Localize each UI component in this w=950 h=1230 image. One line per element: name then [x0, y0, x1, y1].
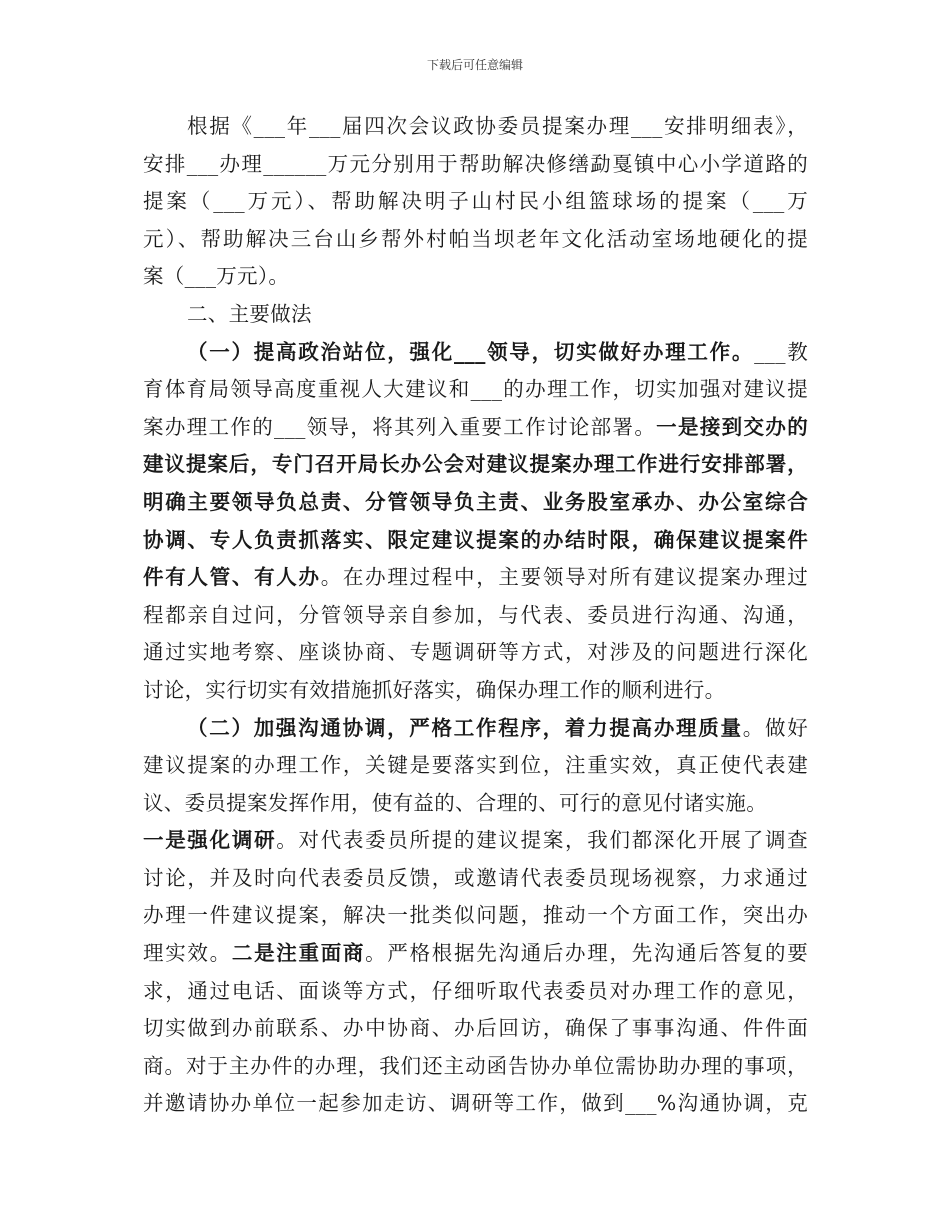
bold-text-segment: 一是强化调研 [143, 828, 277, 853]
text-segment: 求，通过电话、面谈等方式，仔细听取代表委员对办理工作的意见， [143, 978, 808, 1003]
text-line [143, 785, 808, 823]
text-line [143, 672, 808, 710]
text-line [143, 935, 808, 973]
text-segment: 讨论，并及时向代表委员反馈，或邀请代表委员现场视察，力求通过 [143, 865, 808, 890]
text-line [143, 559, 808, 597]
text-segment: 。对代表委员所提的建议提案，我们都深化开展了调查 [276, 828, 808, 853]
text-line [143, 371, 808, 409]
text-segment: 。严格根据先沟通后办理，先沟通后答复的要 [365, 941, 808, 966]
text-segment: 办理一件建议提案，解决一批类似问题，推动一个方面工作，突出办 [143, 903, 808, 928]
text-segment: 切实做到办前联系、办中协商、办后回访，确保了事事沟通、件件面 [143, 1016, 808, 1041]
text-segment: 理实效。 [143, 941, 232, 966]
text-line [143, 334, 808, 372]
text-line [143, 108, 808, 146]
text-line [143, 484, 808, 522]
text-segment: 。做好 [742, 715, 808, 740]
text-line [143, 973, 808, 1011]
text-line [143, 747, 808, 785]
text-line [143, 634, 808, 672]
text-line [143, 1085, 808, 1123]
text-segment: 议、委员提案发挥作用，使有益的、合理的、可行的意见付诸实施。 [143, 790, 767, 815]
bold-text-segment: 明确主要领导负总责、分管领导负主责、业务股室承办、办公室综合 [143, 489, 808, 514]
text-line [143, 822, 808, 860]
document-body [143, 108, 808, 1123]
text-segment: 育体育局领导高度重视人大建议和___的办理工作，切实加强对建议提 [143, 377, 808, 402]
text-line [143, 860, 808, 898]
text-line [143, 522, 808, 560]
bold-text-segment: 一是接到交办的 [656, 414, 808, 439]
text-segment: 案（___万元）。 [143, 264, 290, 289]
text-line [143, 221, 808, 259]
text-line [143, 1048, 808, 1086]
text-line [143, 446, 808, 484]
text-line [143, 296, 808, 334]
text-line [143, 597, 808, 635]
text-segment: 商。对于主办件的办理，我们还主动函告协办单位需协助办理的事项， [143, 1053, 808, 1078]
text-line [143, 1010, 808, 1048]
text-segment: 并邀请协办单位一起参加走访、调研等工作，做到___%沟通协调，克 [143, 1091, 808, 1116]
bold-text-segment: （二）加强沟通协调，严格工作程序，着力提高办理质量 [187, 715, 743, 740]
text-segment: 提案（___万元）、帮助解决明子山村民小组篮球场的提案（___万 [143, 189, 808, 214]
page-header: 下载后可任意编辑 [426, 58, 523, 72]
text-segment: 元）、帮助解决三台山乡帮外村帕当坝老年文化活动室场地硬化的提 [143, 226, 808, 251]
text-segment: 二、主要做法 [187, 301, 312, 326]
text-segment: ___教 [754, 339, 808, 364]
bold-text-segment: （一）提高政治站位，强化___领导，切实做好办理工作。 [187, 339, 755, 364]
text-segment: 通过实地考察、座谈协商、专题调研等方式，对涉及的问题进行深化 [143, 640, 808, 665]
text-segment: 案办理工作的___领导，将其列入重要工作讨论部署。 [143, 414, 657, 439]
text-segment: 安排___办理______万元分别用于帮助解决修缮勐戛镇中心小学道路的 [143, 151, 808, 176]
text-segment: 根据《___年___届四次会议政协委员提案办理___安排明细表》， [187, 114, 808, 138]
text-segment: 。在办理过程中，主要领导对所有建议提案办理过 [320, 565, 808, 590]
text-line [143, 258, 808, 296]
text-line [143, 409, 808, 447]
text-line [143, 710, 808, 748]
text-segment: 讨论，实行切实有效措施抓好落实，确保办理工作的顺利进行。 [143, 677, 726, 702]
text-segment: 建议提案的办理工作，关键是要落实到位，注重实效，真正使代表建 [143, 753, 808, 778]
bold-text-segment: 协调、专人负责抓落实、限定建议提案的办结时限，确保建议提案件 [143, 527, 808, 552]
text-line [143, 897, 808, 935]
bold-text-segment: 二是注重面商 [231, 941, 366, 966]
bold-text-segment: 建议提案后，专门召开局长办公会对建议提案办理工作进行安排部署， [143, 452, 808, 477]
text-line [143, 146, 808, 184]
text-segment: 程都亲自过问，分管领导亲自参加，与代表、委员进行沟通、沟通， [143, 602, 808, 627]
text-line [143, 183, 808, 221]
bold-text-segment: 件有人管、有人办 [143, 565, 321, 590]
